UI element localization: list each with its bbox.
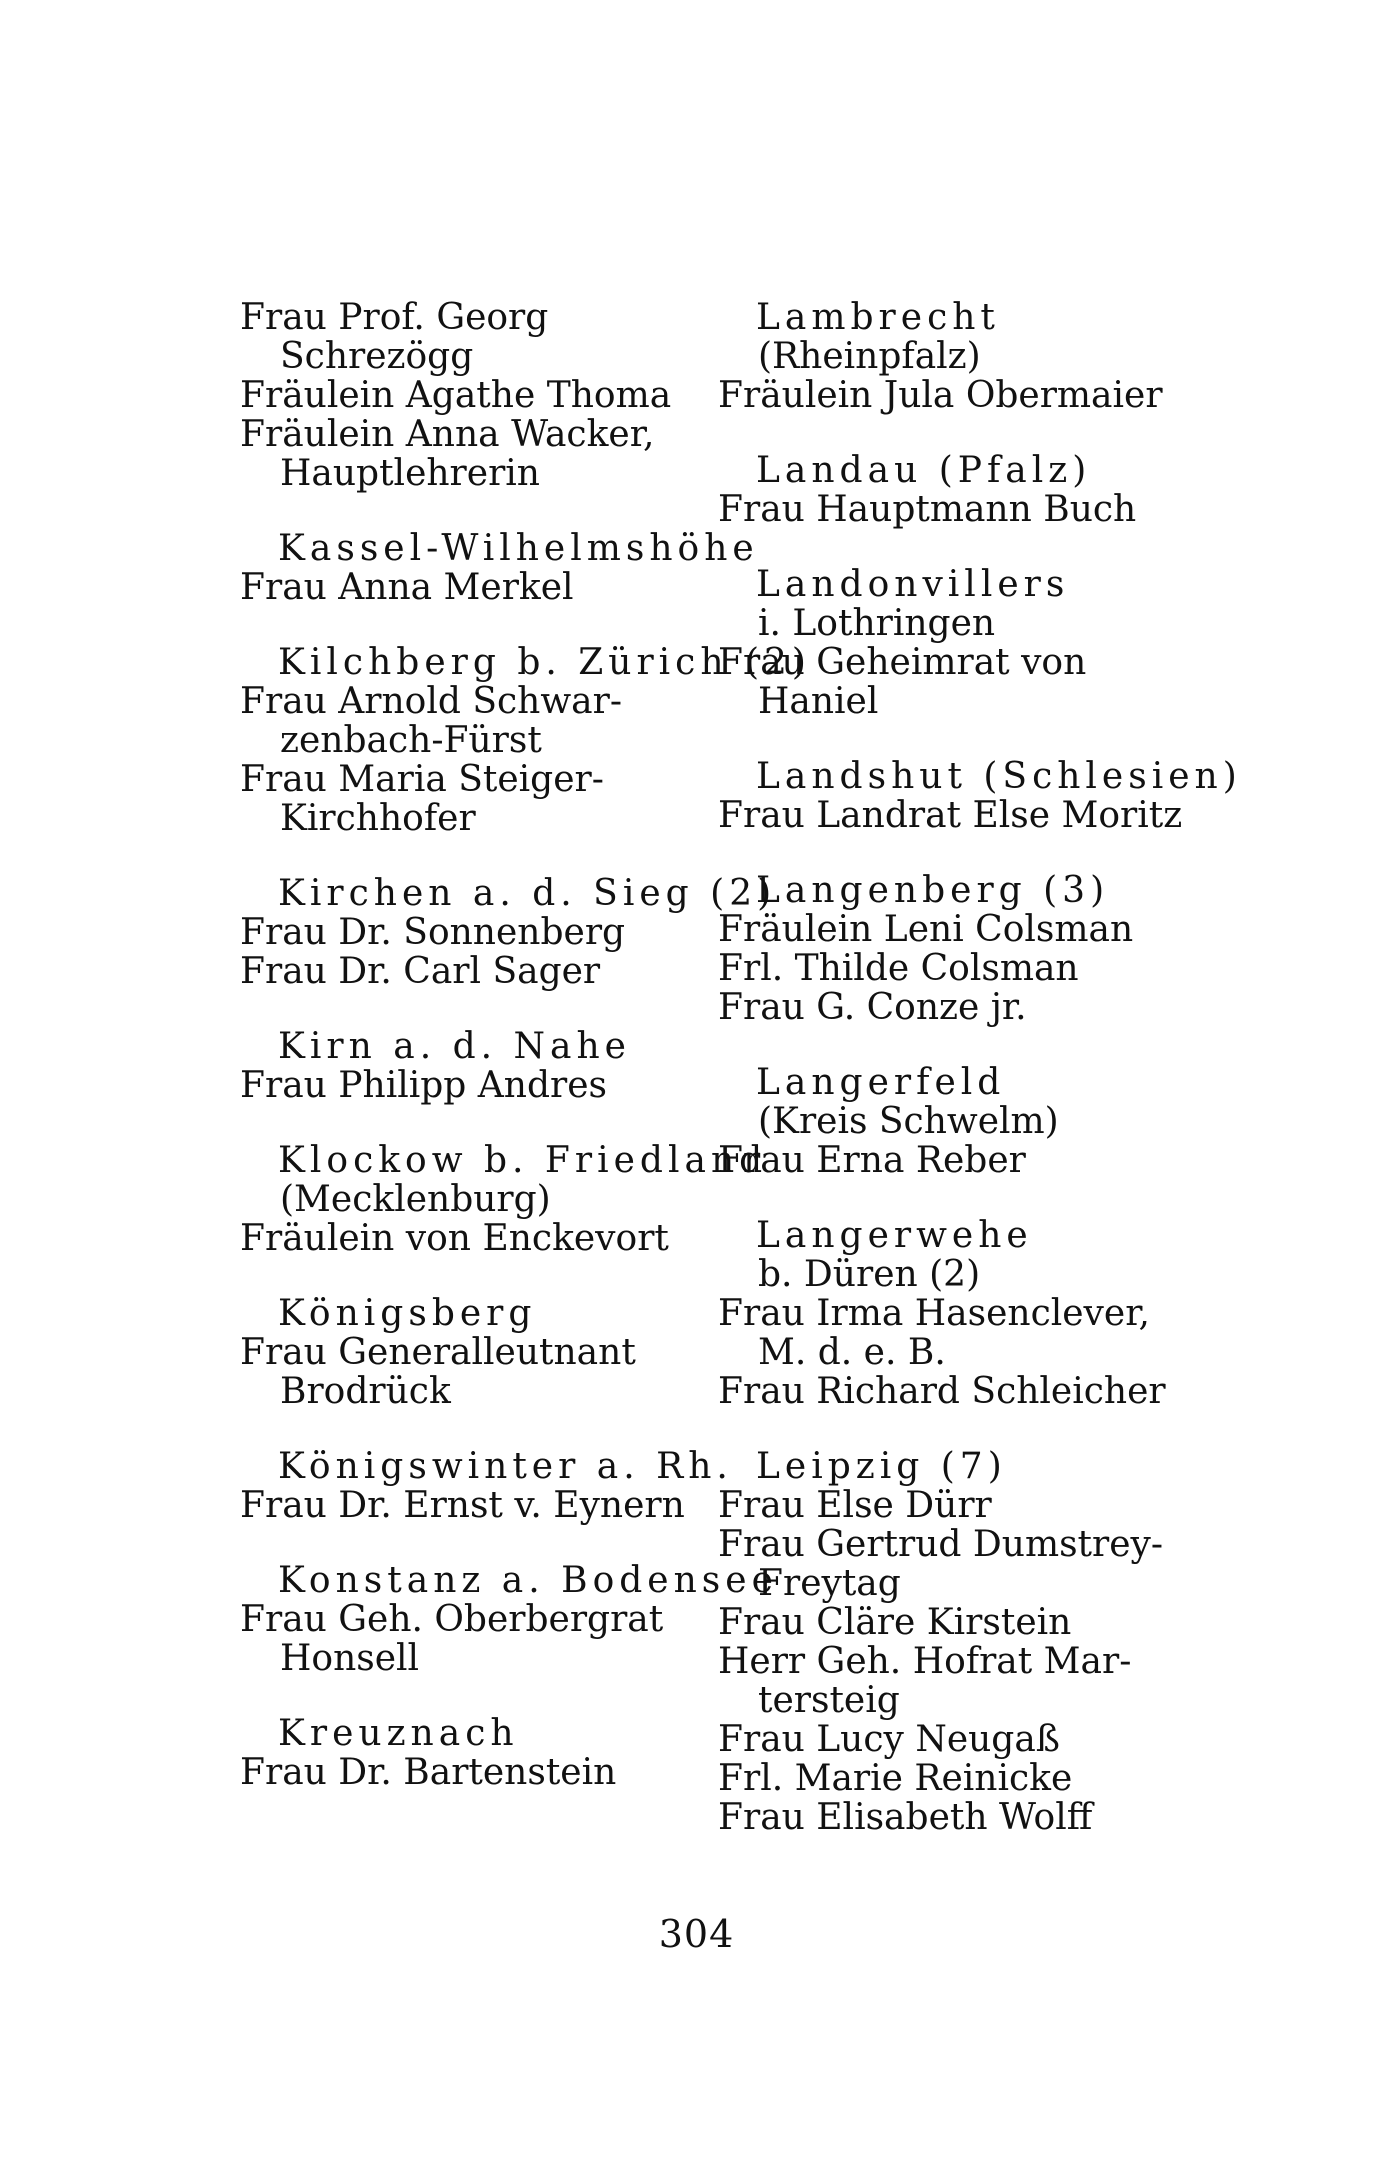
place-heading: Kilchberg b. Zürich (2) xyxy=(278,642,811,683)
list-entry-continuation: (Rheinpfalz) xyxy=(758,336,981,377)
list-entry: Frau Richard Schleicher xyxy=(718,1371,1166,1412)
list-entry-continuation: Honsell xyxy=(280,1638,420,1679)
list-entry-continuation: Kirchhofer xyxy=(280,798,476,839)
list-entry: Frau Irma Hasenclever, xyxy=(718,1293,1150,1334)
list-entry: Frau Landrat Else Moritz xyxy=(718,795,1183,836)
place-heading: Klockow b. Friedland xyxy=(278,1140,768,1181)
section-spacer xyxy=(240,1105,710,1141)
list-entry: Frau Generalleutnant xyxy=(240,1332,636,1373)
list-entry: Frau Dr. Sonnenberg xyxy=(240,912,626,953)
list-entry: Herr Geh. Hofrat Mar- xyxy=(718,1641,1132,1682)
section-spacer xyxy=(240,607,710,643)
place-heading: Kassel-Wilhelmshöhe xyxy=(278,528,759,569)
list-entry: Fräulein Leni Colsman xyxy=(718,909,1134,950)
place-heading: Langenberg (3) xyxy=(756,870,1110,911)
list-entry: Frau G. Conze jr. xyxy=(718,987,1027,1028)
right-column xyxy=(718,297,1242,1838)
list-entry: Frau Hauptmann Buch xyxy=(718,489,1137,530)
place-heading: Landshut (Schlesien) xyxy=(756,756,1242,797)
place-heading: Kreuznach xyxy=(278,1713,519,1754)
section-spacer xyxy=(718,415,1188,451)
place-heading: Kirchen a. d. Sieg (2) xyxy=(278,873,777,914)
place-heading: Leipzig (7) xyxy=(756,1446,1007,1487)
section-spacer xyxy=(718,1180,1188,1216)
left-column xyxy=(240,297,811,1793)
list-entry-continuation: Hauptlehrerin xyxy=(280,453,540,494)
list-entry-continuation: i. Lothringen xyxy=(758,603,996,644)
place-heading: Konstanz a. Bodensee xyxy=(278,1560,778,1601)
place-heading: Königswinter a. Rh. xyxy=(278,1446,733,1487)
section-spacer xyxy=(718,1411,1188,1447)
list-entry: Frau Philipp Andres xyxy=(240,1065,607,1106)
place-heading: Langerfeld xyxy=(756,1062,1006,1103)
list-entry: Frau Elisabeth Wolff xyxy=(718,1797,1093,1838)
list-entry: Frau Prof. Georg xyxy=(240,297,549,338)
list-entry-continuation: Schrezögg xyxy=(280,336,474,377)
section-spacer xyxy=(240,838,710,874)
list-entry-continuation: tersteig xyxy=(758,1680,900,1721)
list-entry: Frau Geh. Oberbergrat xyxy=(240,1599,664,1640)
list-entry: Frau Dr. Bartenstein xyxy=(240,1752,617,1793)
list-entry: Frl. Marie Reinicke xyxy=(718,1758,1073,1799)
list-entry: Frau Geheimrat von xyxy=(718,642,1087,683)
list-entry: Fräulein von Enckevort xyxy=(240,1218,669,1259)
section-spacer xyxy=(240,1678,710,1714)
list-entry: Frl. Thilde Colsman xyxy=(718,948,1079,989)
list-entry: Fräulein Anna Wacker, xyxy=(240,414,655,455)
list-entry-continuation: M. d. e. B. xyxy=(758,1332,946,1373)
list-entry-continuation: Brodrück xyxy=(280,1371,451,1412)
place-heading: Landonvillers xyxy=(756,564,1070,605)
place-heading: Kirn a. d. Nahe xyxy=(278,1026,631,1067)
list-entry: Fräulein Jula Obermaier xyxy=(718,375,1163,416)
place-heading: Königsberg xyxy=(278,1293,537,1334)
place-heading: Langerwehe xyxy=(756,1215,1033,1256)
section-spacer xyxy=(718,835,1188,871)
section-spacer xyxy=(718,721,1188,757)
place-heading: Lambrecht xyxy=(756,297,1000,338)
list-entry-continuation: zenbach-Fürst xyxy=(280,720,542,761)
list-entry: Frau Else Dürr xyxy=(718,1485,992,1526)
list-entry-continuation: b. Düren (2) xyxy=(758,1254,981,1295)
list-entry: Frau Erna Reber xyxy=(718,1140,1026,1181)
section-spacer xyxy=(718,1027,1188,1063)
section-spacer xyxy=(718,529,1188,565)
list-entry: Fräulein Agathe Thoma xyxy=(240,375,672,416)
list-entry: Frau Dr. Carl Sager xyxy=(240,951,601,992)
list-entry: Frau Dr. Ernst v. Eynern xyxy=(240,1485,685,1526)
list-entry: Frau Anna Merkel xyxy=(240,567,574,608)
section-spacer xyxy=(240,1411,710,1447)
section-spacer xyxy=(240,1525,710,1561)
list-entry: Frau Maria Steiger- xyxy=(240,759,604,800)
list-entry-continuation: Haniel xyxy=(758,681,879,722)
list-entry: Frau Lucy Neugaß xyxy=(718,1719,1060,1760)
place-heading: Landau (Pfalz) xyxy=(756,450,1092,491)
list-entry: Frau Arnold Schwar- xyxy=(240,681,623,722)
section-spacer xyxy=(240,991,710,1027)
list-entry: Frau Cläre Kirstein xyxy=(718,1602,1072,1643)
list-entry: Frau Gertrud Dumstrey- xyxy=(718,1524,1164,1565)
list-entry-continuation: Freytag xyxy=(758,1563,901,1604)
list-entry-continuation: (Mecklenburg) xyxy=(280,1179,551,1220)
section-spacer xyxy=(240,493,710,529)
page-number: 304 xyxy=(658,1912,735,1956)
list-entry-continuation: (Kreis Schwelm) xyxy=(758,1101,1059,1142)
section-spacer xyxy=(240,1258,710,1294)
